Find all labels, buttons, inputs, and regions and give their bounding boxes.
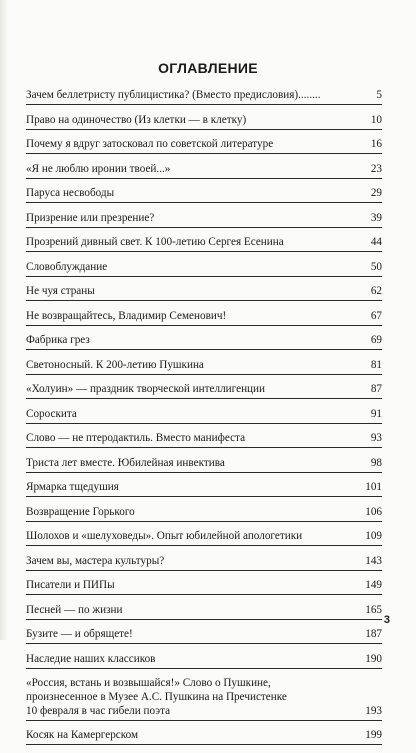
toc-entry — [26, 309, 382, 326]
toc-entry — [26, 652, 382, 669]
toc-entry-title: Призрение или презрение? — [26, 211, 155, 224]
toc-entry-page: 190 — [365, 652, 382, 665]
toc-entry — [26, 480, 382, 497]
toc-entry-title: Паруса несвободы — [26, 187, 115, 199]
toc-entry-page: 81 — [370, 358, 382, 371]
toc-entry-title: Не возвращайтесь, Владимир Семенович! — [26, 309, 227, 322]
toc-entry-page: 67 — [370, 309, 382, 322]
toc-entry-title: Ярмарка тщедушия — [26, 481, 119, 493]
toc-entry-title: Право на одиночество (Из клетки — в клетку) — [26, 113, 247, 126]
toc-entry — [26, 505, 382, 522]
table-of-contents — [26, 88, 382, 753]
toc-entry-page: 5 — [376, 89, 382, 101]
toc-entry-page: 16 — [370, 138, 382, 150]
toc-entry-title: Зачем беллетристу публицистика? (Вместо предисловия)........ — [26, 89, 321, 101]
toc-entry-page: 50 — [370, 260, 382, 273]
toc-entry-page: 23 — [370, 162, 382, 175]
toc-entry — [26, 554, 382, 571]
toc-entry — [26, 137, 382, 154]
toc-entry-page: 98 — [370, 456, 382, 469]
toc-entry — [26, 676, 382, 721]
toc-entry-title: Прозрений дивный свет. К 100-летию Сергея Есенина — [26, 236, 284, 248]
toc-entry-title: Возвращение Горького — [26, 505, 135, 518]
toc-entry-page: 199 — [365, 729, 382, 741]
toc-entry — [26, 260, 382, 277]
toc-entry-page: 29 — [370, 187, 382, 199]
toc-entry-title: Наследие наших классиков — [26, 652, 156, 665]
toc-entry — [26, 186, 382, 203]
toc-entry-page: 91 — [370, 407, 382, 420]
toc-entry — [26, 529, 382, 546]
page-number: 3 — [383, 614, 390, 626]
toc-entry — [26, 728, 382, 745]
toc-entry-page: 165 — [365, 603, 382, 616]
toc-entry-title: Косяк на Камергерском — [26, 729, 139, 741]
toc-entry — [26, 603, 382, 620]
page-title: ОГЛАВЛЕНИЕ — [158, 60, 258, 76]
toc-entry — [26, 235, 382, 252]
toc-entry — [26, 333, 382, 350]
toc-entry — [26, 407, 382, 424]
toc-entry-page: 187 — [365, 628, 382, 640]
toc-entry-title: Фабрика грез — [26, 334, 90, 346]
toc-entry — [26, 578, 382, 595]
toc-entry-title: Триста лет вместе. Юбилейная инвектива — [26, 456, 225, 469]
toc-entry-title: Светоносный. К 200-летию Пушкина — [26, 358, 204, 371]
toc-entry — [26, 382, 382, 399]
toc-entry-title: Не чуя страны — [26, 285, 95, 297]
toc-entry-page: 106 — [365, 505, 382, 518]
toc-entry-title: Сороскита — [26, 407, 77, 420]
toc-entry-title: Писатели и ПИПы — [26, 579, 115, 591]
toc-entry-title: Бузите — и обрящете! — [26, 628, 133, 640]
toc-entry-page: 44 — [370, 236, 382, 248]
toc-entry-page: 87 — [370, 383, 382, 395]
toc-entry-page: 149 — [365, 579, 382, 591]
toc-entry-title: Шолохов и «шелуховеды». Опыт юбилейной апологетики — [26, 530, 303, 542]
toc-entry-page: 39 — [370, 211, 382, 224]
toc-entry-page: 193 — [365, 705, 382, 717]
toc-entry — [26, 113, 382, 130]
toc-entry-title: «Холуин» — праздник творческой интеллигенции — [26, 383, 266, 395]
toc-entry — [26, 627, 382, 644]
toc-entry-title: «Я не люблю иронии твоей...» — [26, 162, 171, 175]
toc-entry — [26, 284, 382, 301]
toc-entry-title: Слово — не птеродактиль. Вместо манифеста — [26, 432, 246, 444]
toc-entry-title: Зачем вы, мастера культуры? — [26, 554, 165, 567]
toc-entry-page: 62 — [370, 285, 382, 297]
toc-entry-page: 93 — [370, 432, 382, 444]
toc-entry — [26, 162, 382, 179]
toc-entry-page: 109 — [365, 530, 382, 542]
toc-entry — [26, 88, 382, 105]
toc-entry — [26, 456, 382, 473]
toc-entry-title: Словоблуждание — [26, 260, 108, 273]
toc-entry-title: «Россия, встань и возвышайся!» Слово о Пушкине, произнесенное в Музее А.С. Пушкина на Пречистенке 10 февраля в час гибели поэта — [26, 677, 287, 717]
toc-entry — [26, 358, 382, 375]
toc-entry-page: 10 — [370, 113, 382, 126]
toc-entry-page: 69 — [370, 334, 382, 346]
page-edge — [0, 0, 8, 640]
toc-entry — [26, 431, 382, 448]
toc-entry — [26, 211, 382, 228]
toc-entry-page: 101 — [365, 481, 382, 493]
toc-entry-title: Почему я вдруг затосковал по советской литературе — [26, 138, 274, 150]
toc-entry-title: Песней — по жизни — [26, 603, 123, 616]
toc-entry-page: 143 — [365, 554, 382, 567]
